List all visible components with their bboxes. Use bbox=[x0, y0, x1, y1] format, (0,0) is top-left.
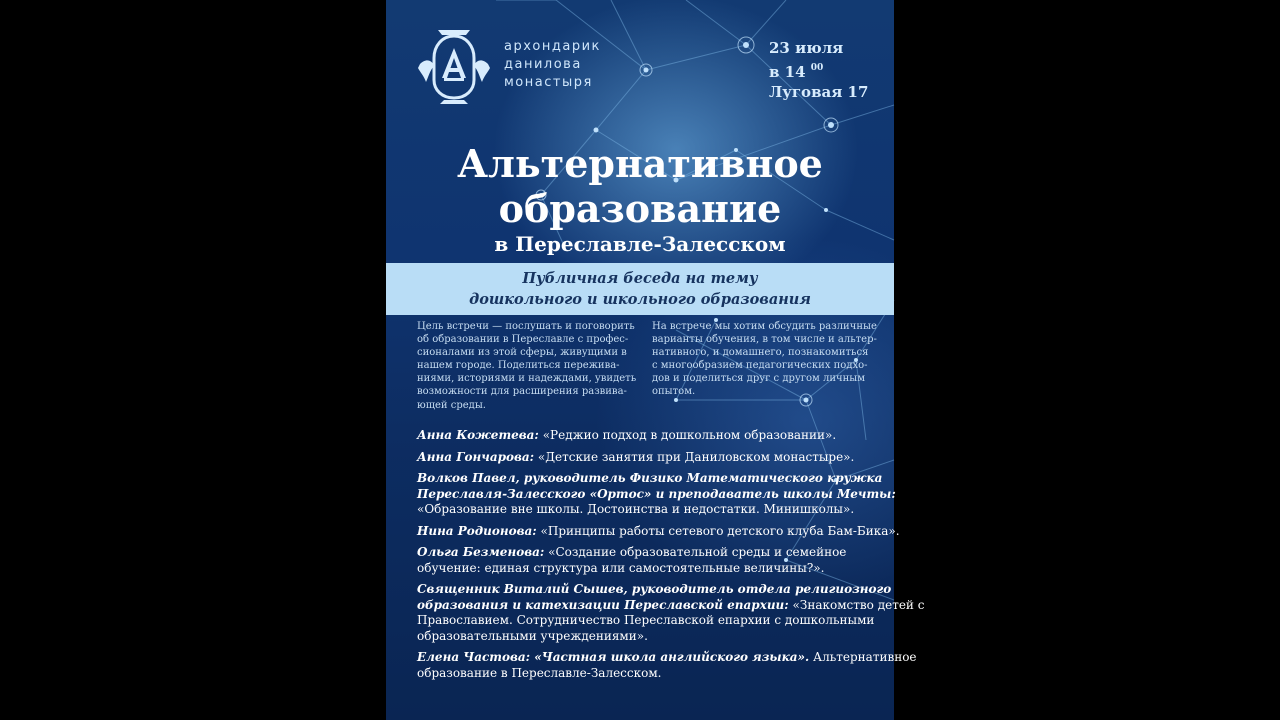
intro-line: ниями, историями и надеждами, увидеть bbox=[417, 373, 637, 385]
speaker-line bbox=[417, 486, 896, 503]
speaker-entry bbox=[417, 523, 900, 540]
speaker-entry bbox=[417, 545, 887, 576]
speaker-name: Нина Родионова: bbox=[417, 523, 537, 538]
intro-line: сионалами из этой сферы, живущими в bbox=[417, 347, 627, 359]
speakers-list bbox=[417, 428, 925, 687]
speaker-line bbox=[417, 502, 887, 518]
intro-right-column bbox=[652, 320, 877, 399]
intro-line: опытом. bbox=[652, 386, 696, 398]
organizer-line-3: монастыря bbox=[504, 75, 593, 90]
intro-line: с многообразием педагогических подхо- bbox=[652, 360, 868, 372]
speaker-topic: «Реджио подход в дошкольном образовании». bbox=[538, 428, 837, 442]
speaker-name: Волков Павел, руководитель Физико Математического кружка bbox=[417, 471, 883, 485]
organizer-line-2: данилова bbox=[504, 57, 582, 72]
speaker-line bbox=[417, 629, 887, 645]
event-datetime bbox=[769, 38, 868, 102]
intro-line: варианты обучения, в том числе и альтер- bbox=[652, 334, 877, 346]
intro-line: ющей среды. bbox=[417, 399, 486, 411]
speaker-name: образования и катехизации Переславской епархии: bbox=[417, 597, 789, 612]
speaker-line bbox=[417, 561, 887, 577]
speaker-name: Анна Кожетева: bbox=[417, 428, 539, 442]
speaker-topic: «Образование вне школы. Достоинства и недостатки. Минишколы». bbox=[417, 502, 855, 516]
speaker-line bbox=[417, 582, 892, 598]
speaker-name: Ольга Безменова: bbox=[417, 545, 545, 559]
organizer-name bbox=[504, 38, 601, 92]
subtitle-line-2: дошкольного и школьного образования bbox=[469, 291, 811, 308]
speaker-topic: «Знакомство детей с bbox=[788, 597, 925, 612]
event-poster bbox=[386, 0, 925, 720]
speaker-name: Священник Виталий Сышев, руководитель отдела религиозного bbox=[417, 582, 892, 596]
speaker-topic: образование в Переславле-Залесском. bbox=[417, 665, 662, 680]
speaker-line bbox=[417, 450, 887, 466]
organizer-line-1: архондарик bbox=[504, 39, 601, 54]
speaker-line bbox=[417, 545, 887, 561]
speaker-topic: Альтернативное bbox=[809, 650, 917, 664]
monastery-logo bbox=[416, 28, 492, 108]
speaker-topic: «Детские занятия при Даниловском монастыре». bbox=[534, 449, 855, 464]
event-minutes: 00 bbox=[810, 63, 824, 73]
speaker-name: Анна Гончарова: bbox=[417, 449, 535, 464]
speaker-topic: Православием. Сотрудничество Переславской епархии с дошкольными bbox=[417, 613, 875, 627]
speaker-entry bbox=[417, 650, 917, 681]
title-line-2: образование bbox=[498, 186, 782, 231]
speaker-topic: образовательными учреждениями». bbox=[417, 628, 648, 643]
speaker-topic: обучение: единая структура или самостоятельные величины?». bbox=[417, 560, 825, 575]
speaker-line bbox=[417, 597, 925, 614]
intro-left-column bbox=[417, 320, 636, 412]
event-hour: в 14 bbox=[769, 63, 806, 81]
speaker-name: Елена Частова: «Частная школа английского языка». bbox=[417, 650, 810, 664]
intro-line: нашем городе. Поделиться пережива- bbox=[417, 360, 620, 372]
title-line-1: Альтернативное bbox=[457, 141, 823, 186]
intro-line: нативного, и домашнего, познакомиться bbox=[652, 347, 869, 359]
speaker-line bbox=[417, 471, 887, 487]
speaker-line bbox=[417, 666, 887, 682]
event-address: Луговая 17 bbox=[769, 83, 869, 101]
subtitle-band bbox=[386, 263, 894, 315]
event-time bbox=[769, 58, 868, 82]
event-date: 23 июля bbox=[769, 39, 844, 57]
speaker-line bbox=[417, 650, 917, 666]
speaker-entry bbox=[417, 450, 887, 466]
speaker-entry bbox=[417, 428, 887, 444]
speaker-entry bbox=[417, 582, 925, 644]
speaker-entry bbox=[417, 471, 896, 518]
title-line-3: в Переславле-Залесском bbox=[494, 232, 786, 256]
speaker-line bbox=[417, 523, 900, 540]
speaker-line bbox=[417, 428, 887, 444]
speaker-topic: «Создание образовательной среды и семейное bbox=[544, 545, 847, 559]
speaker-topic: «Принципы работы сетевого детского клуба Бам-Бика». bbox=[536, 523, 900, 538]
intro-line: возможности для расширения развива- bbox=[417, 386, 627, 398]
subtitle-line-1: Публичная беседа на тему bbox=[522, 270, 758, 287]
speaker-line bbox=[417, 613, 887, 629]
speaker-name: Переславля-Залесского «Ортос» и преподаватель школы Мечты: bbox=[417, 486, 896, 501]
intro-line: На встрече мы хотим обсудить различные bbox=[652, 321, 877, 332]
intro-line: об образовании в Переславле с профес- bbox=[417, 334, 629, 346]
intro-line: Цель встречи — послушать и поговорить bbox=[417, 321, 635, 332]
intro-line: дов и поделиться друг с другом личным bbox=[652, 373, 866, 385]
